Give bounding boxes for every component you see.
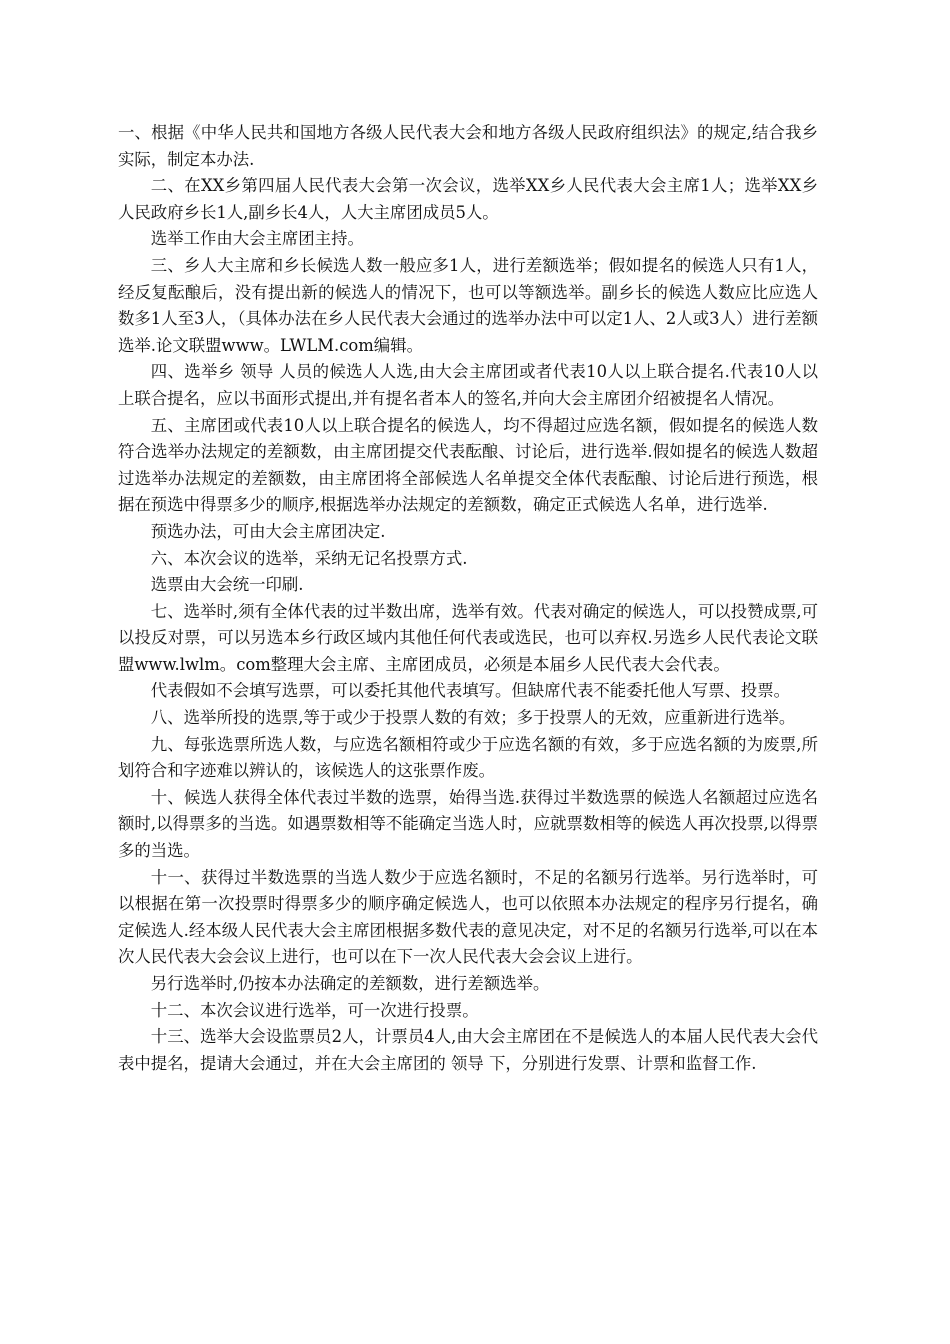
paragraph-5: 四、选举乡 领导 人员的候选人人选,由大会主席团或者代表10人以上联合提名.代表10人以上联合提名，应以书面形式提出,并有提名者本人的签名,并向大会主席团介绍被提名人情况。 [118, 362, 818, 408]
paragraph-4: 三、乡人大主席和乡长候选人数一般应多1人，进行差额选举；假如提名的候选人只有1人，经反复酝酿后，没有提出新的候选人的情况下，也可以等额选举。副乡长的候选人数应比应选人数多1人至3人，（具体办法在乡人民代表大会通过的选举办法中可以定1人、2人或3人）进行差额选举.论文联盟www。LWLM.com编辑。 [118, 255, 818, 355]
paragraph-7: 预选办法，可由大会主席团决定. [150, 521, 386, 541]
paragraph-18: 十三、选举大会设监票员2人，计票员4人,由大会主席团在不是候选人的本届人民代表大会代表中提名，提请大会通过，并在大会主席团的 领导 下，分别进行发票、计票和监督工作. [118, 1027, 818, 1073]
paragraph-15: 十一、获得过半数选票的当选人数少于应选名额时，不足的名额另行选举。另行选举时，可以根据在第一次投票时得票多少的顺序确定候选人，也可以依照本办法规定的程序另行提名，确定候选人.经本级人民代表大会主席团根据多数代表的意见决定，对不足的名额另行选举,可以在本次人民代表大会会议上进行，也可以在下一次人民代表大会会议上进行。 [118, 867, 818, 967]
paragraph-9: 选票由大会统一印刷. [150, 575, 304, 595]
paragraph-17: 十二、本次会议进行选举，可一次进行投票。 [150, 1000, 479, 1020]
paragraph-14: 十、候选人获得全体代表过半数的选票，始得当选.获得过半数选票的候选人名额超过应选名额时,以得票多的当选。如遇票数相等不能确定当选人时，应就票数相等的候选人再次投票,以得票多的当选。 [118, 787, 818, 861]
paragraph-13: 九、每张选票所选人数，与应选名额相符或少于应选名额的有效，多于应选名额的为废票,所划符合和字迹难以辨认的，该候选人的这张票作废。 [118, 734, 818, 781]
paragraph-10: 七、选举时,须有全体代表的过半数出席，选举有效。代表对确定的候选人，可以投赞成票,可以投反对票，可以另选本乡行政区域内其他任何代表或选民，也可以弃权.另选乡人民代表论文联盟www.lwlm。com整理大会主席、主席团成员，必须是本届乡人民代表大会代表。 [118, 601, 818, 674]
paragraph-11: 代表假如不会填写选票，可以委托其他代表填写。但缺席代表不能委托他人写票、投票。 [150, 681, 791, 701]
paragraph-12: 八、选举所投的选票,等于或少于投票人数的有效；多于投票人的无效，应重新进行选举。 [150, 708, 796, 728]
paragraph-16: 另行选举时,仍按本办法确定的差额数，进行差额选举。 [150, 974, 550, 993]
paragraph-1: 一、根据《中华人民共和国地方各级人民代表大会和地方各级人民政府组织法》的规定,结合我乡实际，制定本办法. [118, 123, 818, 169]
paragraph-6: 五、主席团或代表10人以上联合提名的候选人，均不得超过应选名额，假如提名的候选人数符合选举办法规定的差额数，由主席团提交代表酝酿、讨论后，进行选举.假如提名的候选人数超过选举办法规定的差额数，由主席团将全部候选人名单提交全体代表酝酿、讨论后进行预选，根据在预选中得票多少的顺序,根据选举办法规定的差额数，确定正式候选人名单，进行选举. [118, 415, 818, 515]
paragraph-2: 二、在XX乡第四届人民代表大会第一次会议，选举XX乡人民代表大会主席1人；选举XX乡人民政府乡长1人,副乡长4人，人大主席团成员5人。 [118, 176, 818, 222]
paragraph-8: 六、本次会议的选举，采纳无记名投票方式. [150, 548, 468, 568]
document-body [118, 120, 818, 1077]
paragraph-3: 选举工作由大会主席团主持。 [150, 229, 364, 249]
